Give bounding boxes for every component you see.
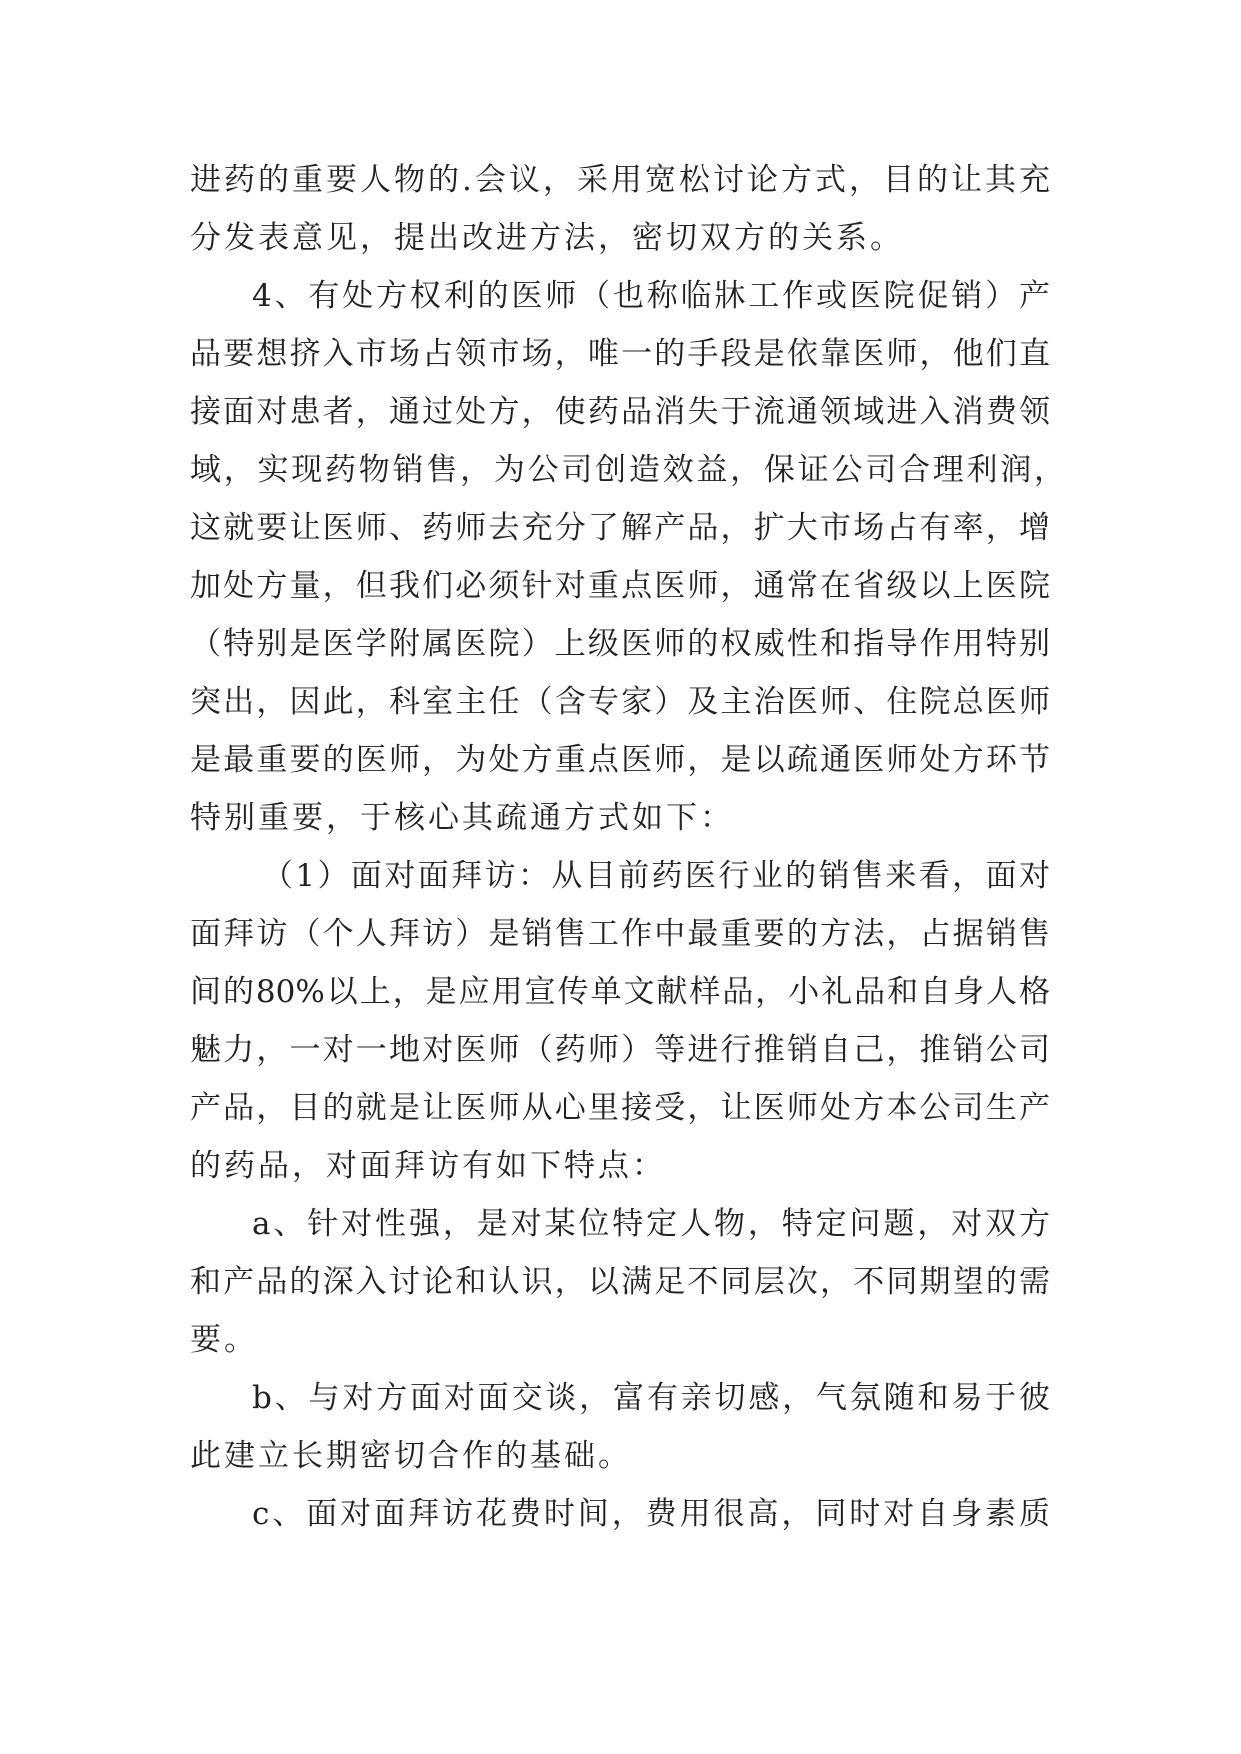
- text-line: c、面对面拜访花费时间，费用很高，同时对自身素质: [252, 1496, 1050, 1532]
- text-line: 此建立长期密切合作的基础。: [190, 1438, 632, 1474]
- text-line: 产品，目的就是让医师从心里接受，让医师处方本公司生产: [190, 1090, 1050, 1126]
- text-line: 接面对患者，通过处方，使药品消失于流通领域进入消费领: [190, 394, 1050, 430]
- text-line: （特别是医学附属医院）上级医师的权威性和指导作用特别: [190, 626, 1050, 662]
- text-line: 的药品，对面拜访有如下特点：: [190, 1148, 666, 1184]
- text-line: 突出，因此，科室主任（含专家）及主治医师、住院总医师: [190, 684, 1050, 720]
- text-line: 这就要让医师、药师去充分了解产品，扩大市场占有率，增: [190, 510, 1050, 546]
- text-line: a、针对性强，是对某位特定人物，特定问题，对双方: [252, 1206, 1050, 1242]
- text-line: 特别重要，于核心其疏通方式如下：: [190, 800, 734, 836]
- text-line: 魅力，一对一地对医师（药师）等进行推销自己，推销公司: [190, 1032, 1050, 1068]
- text-line: 分发表意见，提出改进方法，密切双方的关系。: [190, 220, 904, 256]
- text-line: b、与对方面对面交谈，富有亲切感，气氛随和易于彼: [252, 1380, 1050, 1416]
- text-line: 面拜访（个人拜访）是销售工作中最重要的方法，占据销售: [190, 916, 1050, 952]
- text-line: 是最重要的医师，为处方重点医师，是以疏通医师处方环节: [190, 742, 1050, 778]
- text-line: 进药的重要人物的.会议，采用宽松讨论方式，目的让其充: [190, 162, 1050, 198]
- text-line: 域，实现药物销售，为公司创造效益，保证公司合理利润，: [190, 452, 1065, 488]
- text-line: 和产品的深入讨论和认识，以满足不同层次，不同期望的需: [190, 1264, 1050, 1300]
- text-line: 4、有处方权利的医师（也称临牀工作或医院促销）产: [252, 278, 1050, 314]
- text-line: 要。: [190, 1322, 258, 1358]
- text-line: 间的80%以上，是应用宣传单文献样品，小礼品和自身人格: [190, 974, 1050, 1010]
- text-line: （1）面对面拜访：从目前药医行业的销售来看，面对: [262, 858, 1050, 894]
- text-line: 加处方量，但我们必须针对重点医师，通常在省级以上医院: [190, 568, 1050, 604]
- text-line: 品要想挤入市场占领市场，唯一的手段是依靠医师，他们直: [190, 336, 1050, 372]
